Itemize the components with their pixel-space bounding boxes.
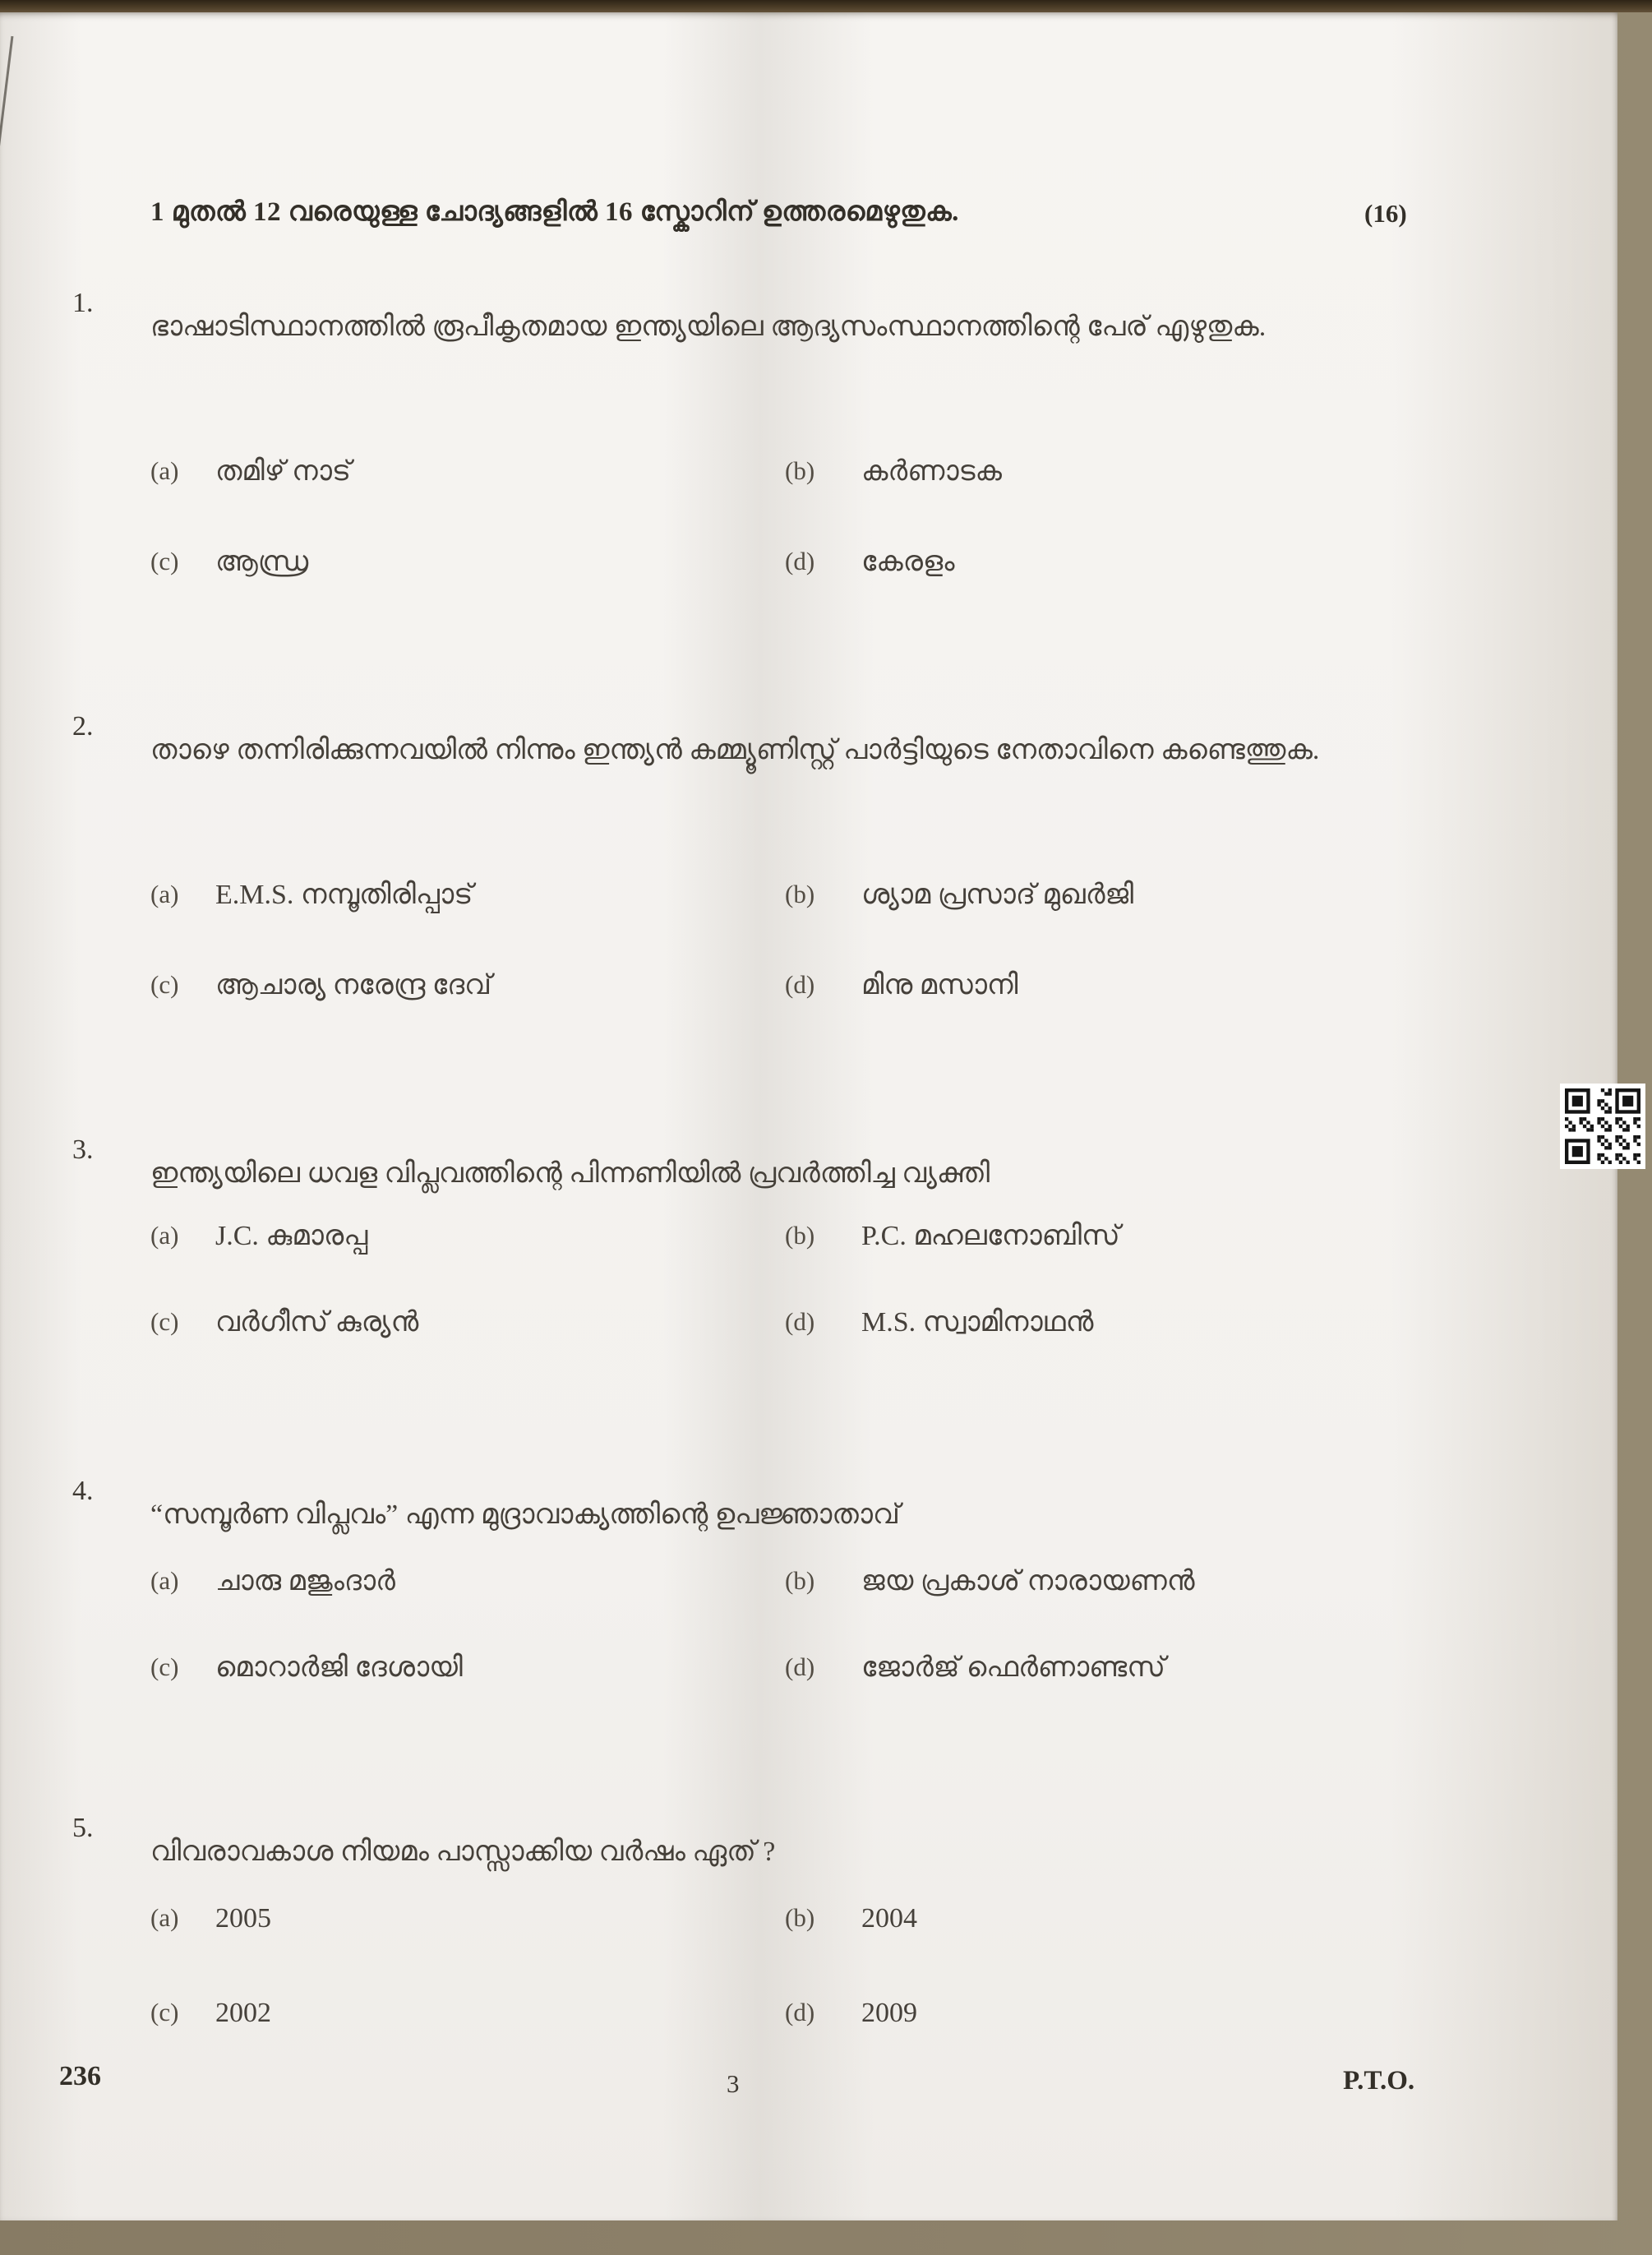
question-number: 1.	[72, 288, 94, 318]
option-label: (d)	[785, 970, 815, 999]
option-text: 2009	[861, 1998, 917, 2028]
option-row	[0, 1221, 1617, 1278]
question-text: “സമ്പൂർണ വിപ്ലവം” എന്ന മുദ്രാവാക്യത്തിന്റെ ഉപജ്ഞാതാവ്	[150, 1499, 900, 1530]
paper-edge-shadow	[0, 36, 13, 256]
option-label: (d)	[785, 1307, 815, 1336]
option-label: (b)	[785, 1221, 815, 1250]
total-marks: (16)	[1364, 199, 1407, 228]
instruction-text: 1 മുതൽ 12 വരെയുള്ള ചോദ്യങ്ങളിൽ 16 സ്കോറിന് ഉത്തരമെഴുതുക.	[150, 197, 959, 227]
option-text: മൊറാർജി ദേശായി	[215, 1652, 463, 1683]
option-label: (b)	[785, 1566, 815, 1595]
pto-label: P.T.O.	[1343, 2066, 1415, 2096]
exam-paper-page	[0, 12, 1617, 2220]
option-label: (b)	[785, 1903, 815, 1932]
option-text: P.C. മഹലനോബിസ്	[861, 1221, 1120, 1251]
option-label: (d)	[785, 1652, 815, 1681]
option-text: M.S. സ്വാമിനാഥൻ	[861, 1307, 1094, 1338]
option-row	[0, 1998, 1617, 2055]
option-text: 2004	[861, 1903, 917, 1934]
question-text: താഴെ തന്നിരിക്കുന്നവയിൽ നിന്നും ഇന്ത്യൻ കമ്മ്യൂണിസ്റ്റ് പാർട്ടിയുടെ നേതാവിനെ കണ്ടെത്തുക.	[150, 735, 1320, 765]
option-label: (d)	[785, 547, 815, 575]
option-text: E.M.S. നമ്പൂതിരിപ്പാട്	[215, 880, 473, 910]
question-number: 4.	[72, 1476, 94, 1506]
option-text: J.C. കുമാരപ്പ	[215, 1221, 368, 1251]
option-label: (a)	[150, 1221, 179, 1250]
question-text: ഭാഷാടിസ്ഥാനത്തിൽ രൂപീകൃതമായ ഇന്ത്യയിലെ ആദ്യസംസ്ഥാനത്തിന്റെ പേര് എഴുതുക.	[150, 312, 1267, 342]
paper-code: 236	[59, 2061, 101, 2091]
option-text: മിനു മസാനി	[861, 970, 1018, 1000]
option-row	[0, 1307, 1617, 1365]
photo-table-edge	[0, 0, 1652, 12]
option-label: (c)	[150, 1307, 179, 1336]
option-row	[0, 456, 1617, 514]
question-number: 3.	[72, 1134, 94, 1165]
option-row	[0, 970, 1617, 1028]
option-label: (a)	[150, 1903, 179, 1932]
page-number: 3	[727, 2069, 740, 2098]
option-text: ശ്യാമ പ്രസാദ് മുഖർജി	[861, 880, 1134, 910]
option-text: ആന്ധ്ര	[215, 547, 309, 577]
option-text: ആചാര്യ നരേന്ദ്ര ദേവ്	[215, 970, 491, 1000]
option-text: കേരളം	[861, 547, 955, 577]
question-number: 2.	[72, 711, 94, 742]
option-label: (a)	[150, 456, 179, 485]
option-label: (c)	[150, 970, 179, 999]
option-row	[0, 1652, 1617, 1710]
option-text: 2002	[215, 1998, 271, 2028]
option-text: തമിഴ് നാട്	[215, 456, 352, 487]
qr-code-icon	[1560, 1084, 1645, 1169]
option-row	[0, 880, 1617, 937]
option-text: ചാരു മജുംദാർ	[215, 1566, 395, 1597]
question-text: ഇന്ത്യയിലെ ധവള വിപ്ലവത്തിന്റെ പിന്നണിയിൽ പ്രവർത്തിച്ച വ്യക്തി	[150, 1158, 990, 1189]
option-row	[0, 547, 1617, 604]
question-number: 5.	[72, 1813, 94, 1843]
option-row	[0, 1566, 1617, 1624]
option-text: 2005	[215, 1903, 271, 1934]
option-text: വർഗീസ് കുര്യൻ	[215, 1307, 419, 1338]
option-text: ജയ പ്രകാശ് നാരായണൻ	[861, 1566, 1195, 1597]
option-text: കർണാടക	[861, 456, 1002, 487]
option-label: (c)	[150, 1998, 179, 2026]
option-label: (a)	[150, 880, 179, 908]
option-label: (b)	[785, 456, 815, 485]
option-label: (c)	[150, 547, 179, 575]
option-row	[0, 1903, 1617, 1961]
option-label: (b)	[785, 880, 815, 908]
option-label: (a)	[150, 1566, 179, 1595]
option-label: (c)	[150, 1652, 179, 1681]
option-text: ജോർജ് ഫെർണാണ്ടസ്	[861, 1652, 1165, 1683]
question-text: വിവരാവകാശ നിയമം പാസ്സാക്കിയ വർഷം ഏത് ?	[150, 1837, 776, 1867]
option-label: (d)	[785, 1998, 815, 2026]
